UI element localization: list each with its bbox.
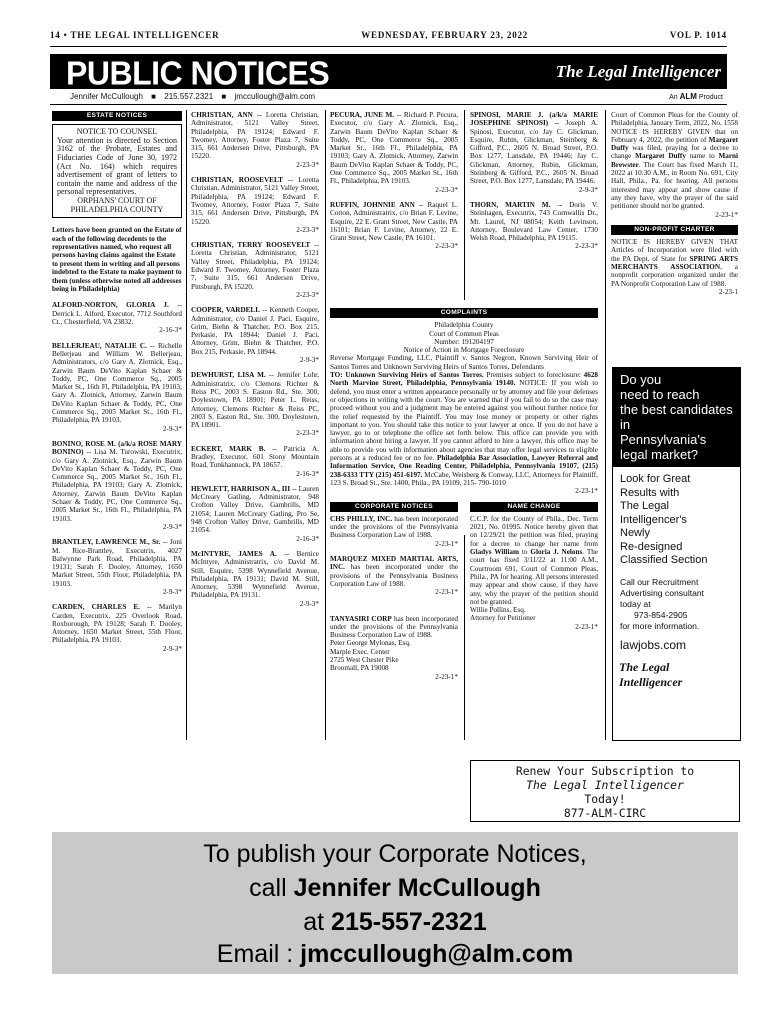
notice-entry [330, 515, 458, 548]
contact-phone: 215.557.2321 [164, 92, 214, 101]
notice-text: -- Jennifer Lohr, Administratrix, c/o Clemons Richter & Reiss PC, 2003 S. Easton Rd., Ste. 300, Doylestown, PA 18901; Peter L. Reiss, Attorney, Clemons Richter & Reiss PC, 2003 S. Easton Rd., Ste. 300, Doylestown, PA 18901. [191, 371, 319, 430]
non-profit-ref: 2-23-1 [718, 287, 738, 296]
decedent-name: McINTYRE, JAMES A. [191, 549, 277, 558]
column-1 [52, 111, 182, 660]
decedent-name: COOPER, VARDELL [191, 306, 261, 315]
decedent-name: RUFFIN, JOHNNIE ANN [330, 200, 415, 209]
notice-entry [52, 603, 182, 653]
notice-ref: 2-23-3* [435, 185, 458, 194]
recruitment-ad[interactable] [612, 367, 741, 741]
ad-headline: Do you need to reach the best candidates in Pennsylvania's legal market? [613, 368, 740, 467]
decedent-name: SPINOSI, MARIE J. (a/k/a MARIE JOSEPHINE SPINOSI) [470, 111, 598, 128]
renew-today: Today! [584, 792, 626, 806]
page-header [50, 30, 727, 44]
notice-entry [52, 538, 182, 596]
publish-notices-banner [52, 832, 738, 974]
notice-ref: 2-9-3* [162, 587, 182, 596]
column-3 [330, 111, 458, 258]
non-profit-charter-header: NON-PROFIT CHARTER [611, 225, 738, 235]
notice-entry [191, 371, 319, 437]
notice-entry [191, 445, 319, 478]
contact-name: Jennifer McCullough [70, 92, 143, 101]
notice-ref: 2-9-3* [578, 185, 598, 194]
notice-entry [191, 111, 319, 169]
column-4 [470, 111, 598, 258]
orphans-court-line: ORPHANS' COURT OF [77, 196, 157, 206]
notice-entry [470, 201, 598, 251]
notice-text: -- Raquel L. Cotton, Administratrix, c/o Brian F. Levine, Esquire, 22 E. Grant Street, New Castle, PA 16101; Brian F. Levine, Attorney, 22 E. Grant Street, New Castle, PA 16101. [330, 200, 458, 243]
legal-intelligencer-ad-logo: The Legal Intelligencer [619, 659, 683, 689]
notice-ref: 2-16-3* [159, 326, 182, 335]
notice-text: -- Doris V. Steinhagen, Executrix, 743 Cornwallis Dr., Mt. Laurel, NJ 08054; Keith Levinson, Attorney, Boulevard Law Center, 1730 Welsh Road, Philadelphia, PA 19115. [470, 200, 598, 243]
corporate-notices [330, 502, 458, 688]
notice-entry [191, 550, 319, 608]
name-change-signature-role: Attorney for Petitioner [470, 614, 536, 623]
notice-ref: 2-23-3* [575, 242, 598, 251]
notice-ref: 2-9-3* [299, 356, 319, 365]
name-change-duffy: Court of Common Pleas for the County of Philadelphia, January Term, 2022, No. 1558 NOTICE IS HEREBY GIVEN that on February 4, 2022, the petition of Margaret Duffy was filed, praying for a decree to change Margaret Duffy name to Marni Brewster. The Court has fixed March 11, 2022 at 10:30 A.M., in Room No. 691, City Hall, Phila., Pa. for hearing. All persons interested may appear and show cause if any they have, why the prayer of the said petitioner should not be granted. [611, 111, 739, 211]
notice-text: -- Richard P. Pecura, Executor, c/o Gary A. Zlotnick, Esq., Zarwin Baum DeVito Kaplan Schaer & Toddy, PC, One Commerce Sq., 2005 Market St., 16th Fl., Philadelphia, PA 19103; Gary A. Zlotnick, Attorney, Zarwin Baum DeVito Kaplan Schaer & Toddy, PC, One Commerce Sq., 2005 Market St., 16th Fl., Philadelphia, PA 19103. [330, 111, 459, 186]
contact-email[interactable]: jmccullough@alm.com [234, 92, 316, 101]
estate-intro: Letters have been granted on the Estate of each of the following decedents to the representatives named, who request all persons having claims against the Estate to present them in writing and all persons indebted to the Estate to make payment to them (unless otherwise noted all addresses being in Philadelphia) [52, 226, 182, 294]
decedent-name: CHRISTIAN, TERRY ROOSEVELT [191, 241, 311, 250]
name-change-body: C.C.P. for the County of Phila., Dec. Term 2021, No. 01995. Notice hereby given that on 12/29/21 the petition was filed, praying for a decree to change her name from Gladys William to Gloria J. Nelons. The court has fixed 3/11/22 at 11:00 A.M., Courtroom 691, Court of Common Pleas, Phila., PA for hearing. All persons interested may appear and show cause, if they have any, why the prayer of the petition should not be granted. [470, 514, 599, 606]
complaint-notice: TO: Unknown Surviving Heirs of Santos Torres. Premises subject to foreclosure: 4628 North Marvine Street, Philadelphia, Pennsylvania 19140. NOTICE: If you wish to defend, you must enter a written appearance personally or by attorney and file your defenses or objections in writing with the court. You are warned that if you fail to do so the case may proceed without you and a judgment may be entered against you without further notice for the relief requested by the Plaintiff. You may lose money or property or other rights important to you. You should take this notice to your lawyer at once. If you do not have a lawyer, go to or telephone the office set forth below. This office can provide you with information about hiring a lawyer. If you cannot afford to hire a lawyer, this office may be able to provide you with information about agencies that may offer legal services to eligible persons at a reduced fee or no fee. Philadelphia Bar Association, Lawyer Referral and Information Service, One Reading Center, Philadelphia, Pennsylvania 19107, (215) 238-6333 TTY (215) 451-6197. McCabe, Weisberg & Conway, LLC, Attorneys for Plaintiff, 123 S. Broad St., Ste. 1400, Phila., PA 19109, 215- 790-1010 [330, 371, 598, 487]
name-change-notices [470, 502, 598, 688]
renew-line: Renew Your Subscription to [515, 764, 695, 778]
renew-subscription-box[interactable] [470, 760, 740, 822]
notice-ref: 2-23-3* [435, 242, 458, 251]
notice-ref: 2-9-3* [162, 644, 182, 653]
publish-line: To publish your Corporate Notices, [203, 840, 587, 868]
decedent-name: CHRISTIAN, ROOSEVELT [191, 176, 283, 185]
notice-entry [52, 440, 182, 531]
decedent-name: CARDEN, CHARLES E. [52, 603, 140, 612]
bullet-icon: ■ [221, 92, 227, 101]
counsel-title: NOTICE TO COUNSEL [76, 127, 158, 137]
corporate-notices-header: CORPORATE NOTICES [330, 502, 458, 512]
notice-entry [191, 306, 319, 364]
notice-entry [330, 111, 458, 194]
page-number-title: 14 • THE LEGAL INTELLIGENCER [50, 30, 220, 40]
decedent-name: BRANTLEY, LAWRENCE M., Sr. [52, 538, 161, 547]
renew-publication: The Legal Intelligencer [526, 778, 684, 792]
call-line: call Jennifer McCullough [249, 874, 541, 902]
notice-entry [191, 241, 319, 299]
section-title: PUBLIC NOTICES [66, 54, 330, 92]
complaints-header: COMPLAINTS [330, 308, 598, 318]
notice-ref: 2-23-3* [296, 225, 319, 234]
bullet-icon: ■ [151, 92, 157, 101]
county-line: PHILADELPHIA COUNTY [70, 204, 164, 214]
notice-entry [330, 555, 458, 596]
notice-entry [470, 111, 598, 194]
notice-text: -- Marilyn Carden, Executrix, 225 Overlook Road, Roxborough, PA 19128; Sarah F. Dooley, Attorney, 1650 Market Street, 55th Floor, Philadelphia, PA 19103. [52, 603, 182, 645]
name-change-ref: 2-23-1* [575, 622, 598, 631]
decedent-name: ALFORD-NORTON, GLORIA J. [52, 301, 169, 310]
notice-ref: 2-23-3* [296, 429, 319, 438]
decedent-name: CHRISTIAN, ANN [191, 111, 253, 119]
phone-line: at 215-557-2321 [303, 908, 487, 936]
notice-ref: 2-9-3* [162, 522, 182, 531]
notice-text: -- Patricia A. Bradley, Executor, 601 Stony Mountain Road, Tunkhannock, PA 18657. [191, 444, 319, 470]
notice-ref: 2-16-3* [296, 469, 319, 478]
counsel-body: Your attention is directed to Section 3162 of the Probate, Estates and Fiduciaries Code of June 30, 1972 (Act No. 164) which requires advertisement of grant of letters to contain the name and address of the personal representatives. [57, 135, 177, 197]
renew-phone: 877-ALM-CIRC [563, 806, 647, 820]
decedent-name: MARQUEZ MIXED MARTIAL ARTS, INC. [330, 555, 458, 572]
notice-ref: 2-9-3* [299, 599, 319, 608]
notice-ref: 2-23-1* [435, 539, 458, 548]
notice-ref: 2-23-3* [296, 290, 319, 299]
notice-ref: 2-23-1* [435, 588, 458, 597]
notice-text: -- Joni M. Rice-Brantley, Executrix, 4027 Balwynne Park Road, Philadelphia, PA 19131; Sarah F. Dooley, Attorney, 1650 Market Street, 55th Floor, Philadelphia, PA 19103. [52, 538, 182, 588]
notice-text: -- Loretta Christian, Administrator, 5121 Valley Street, Philadelphia, PA 19124; Edward F. Twomey, Attorney, Foster Plaza 7, Suite 315, 661 Andersen Drive, Pittsburgh, PA 15220. [191, 176, 319, 226]
complaint-action: Notice of Action in Mortgage Foreclosure [403, 346, 525, 355]
notice-text: -- Lauren McCreary Gatling, Administrator, 948 Crofton Valley Drive, Gambrills, MD 21054; Lauren McCreary Gatling, Pro Se, 948 Crofton Valley Drive, Gambrills, MD 21054. [191, 484, 319, 535]
issue-date: WEDNESDAY, FEBRUARY 23, 2022 [361, 30, 529, 40]
contact-bar [50, 90, 727, 105]
lawjobs-logo[interactable]: lawjobs.com [620, 637, 687, 652]
column-divider [325, 110, 326, 740]
column-divider [605, 110, 606, 740]
column-2 [191, 111, 319, 615]
column-divider [464, 110, 465, 300]
notice-entry [330, 201, 458, 251]
complaint-parties: Reverse Mortgage Funding, LLC, Plaintiff v. Santos Negron, Known Surviving Heir of Santos Torres and Unknown Surviving Heirs of Santos Torres, Defendants [330, 354, 598, 371]
decedent-name: ECKERT, MARK B. [191, 444, 266, 453]
notice-ref: 2-9-3* [162, 424, 182, 433]
decedent-name: PECURA, JUNE M. [330, 111, 395, 119]
notice-ref: 2-16-3* [296, 534, 319, 543]
column-5 [611, 111, 738, 296]
notice-text: -- Derrick L. Alford, Executor, 7712 Southford Ct., Chesterfield, VA 23832. [52, 301, 182, 327]
notice-entry [52, 342, 182, 433]
legal-intelligencer-logo: The Legal Intelligencer [555, 62, 721, 81]
notice-text: -- Richelle Bellerjeau and William W. Bellerjeau, Administrators, c/o Gary A. Zlotnick, Esq., Zarwin Baum DeVito Kaplan Schaer & Toddy, PC, One Commerce Sq., 2005 Market St., 16th Fl, Philadelphia, PA 19103; Gary A. Zlotnick, Attorney, Zarwin Baum DeVito Kaplan Schaer & Toddy, PC, One Commerce Sq., 2005 Market St., 16th Fl., Philadelphia, PA 19103. [52, 341, 182, 425]
notice-text: -- Joseph A. Spinosi, Executor, c/o Jay C. Glickman, Esquire, Rubin, Glickman, Steinberg & Gifford, P.C., 2605 N. Broad Street, P.O. Box 1277, Lansdale, PA 19446; Jay C. Glickman, Attorney, Rubin, Glickman, Steinberg & Gifford, P.C., 2605 N. Broad Street, P.O. Box 1277, Lansdale, PA 19446. [470, 119, 598, 186]
notice-text: -- Loretta Christian, Administrator, 5121 Valley Street, Philadelphia, PA 19124; Edward F. Twomey, Attorney, Foster Plaza 7, Suite 315, 661 Andersen Drive, Pittsburgh, PA 15220. [191, 241, 319, 291]
decedent-name: THORN, MARTIN M. [470, 200, 551, 209]
volume-number: VOL P. 1014 [669, 30, 727, 40]
name-change-signature: Willie Pollins, Esq. [470, 606, 526, 615]
complaint-ref: 2-23-1* [575, 487, 598, 496]
notice-text: -- Lisa M. Turowski, Executrix, c/o Gary A. Zlotnick, Esq., Zarwin Baum DeVito Kaplan Schaer & Toddy, PC, One Commerce Sq., 2005 Market St., 16th Fl., Philadelphia, PA 19103; Gary A. Zlotnick, Attorney, Zarwin Baum DeVito Kaplan Schaer & Toddy, PC, One Commerce Sq., 2005 Market St., 16th Fl., Philadelphia, PA 19103. [52, 448, 182, 523]
complaints-section [330, 308, 598, 688]
decedent-name: HEWLETT, HARRISON A., III [191, 484, 291, 493]
notice-text: -- Kenneth Cooper, Administrator, c/o Daniel J. Paci, Esquire, Grim, Biehn & Thatcher, P.O. Box 215, Perkasie, PA 18944; Daniel J. Paci, Attorney, Grim, Biehn & Thatcher, P.O. Box 215, Perkasie, PA 18944. [191, 306, 319, 356]
non-profit-body: NOTICE IS HEREBY GIVEN THAT Articles of Incorporation were filed with the PA Dept. of State for SPRING ARTS MERCHANTS ASSOCIATION, a nonprofit corporation organized under the PA Nonprofit Corporation Law of 1988. [611, 238, 738, 288]
decedent-name: BONINO, ROSE M. (a/k/a ROSE MARY BONINO) [52, 439, 182, 457]
ad-body: Look for Great Results with The Legal Intelligencer's Newly Re-designed Classified Section Call our Recruitment Advertising consultant today at 973-854-2905 for more information. [620, 473, 708, 631]
notice-to-counsel-box [52, 124, 182, 218]
email-line[interactable]: Email : jmccullough@alm.com [216, 940, 574, 968]
notice-entry [52, 301, 182, 334]
estate-notices-header: ESTATE NOTICES [52, 111, 182, 121]
alm-product-tag: An ALM Product [669, 92, 723, 101]
notice-text: -- Loretta Christian, Administrator, 5121 Valley Street, Philadelphia, PA 19124; Edward F. Twomey, Attorney, Foster Plaza 7, Suite 315, 661 Andersen Drive, Pittsburgh, PA 15220. [191, 111, 319, 161]
name-change-header: NAME CHANGE [470, 502, 598, 512]
complaint-county: Philadelphia County [434, 321, 494, 330]
notice-entry [191, 485, 319, 543]
notice-text: has been incorporated under the provisions of the Pennsylvania Business Corporation Law of 1988. [330, 514, 458, 540]
complaint-court: Court of Common Pleas [429, 329, 499, 338]
public-notices-banner [50, 54, 727, 92]
decedent-name: BELLERJEAU, NATALIE C. [52, 341, 147, 350]
duffy-ref: 2-23-1* [715, 210, 738, 219]
complaint-number: Number: 191204197 [434, 337, 494, 346]
notice-entry: TANYASIRI CORP has been incorporated under the provisions of the Pennsylvania Business Corporation Law of 1988. Peter George Mylonas, Esq. Marple Exec. Center 2725 West Chester Pike Broomall, PA 19008 2-23-1* [330, 614, 458, 681]
decedent-name: DEWHURST, LISA M. [191, 371, 266, 380]
notice-entry [191, 176, 319, 234]
notice-ref: 2-23-3* [296, 160, 319, 169]
notice-text: has been incorporated under the provisions of the Pennsylvania Business Corporation Law of 1988. [330, 563, 458, 588]
column-divider [186, 110, 187, 740]
header-rule [50, 46, 727, 47]
decedent-name: CHS PHILLY, INC. [330, 514, 393, 523]
notice-text: -- Bernice McIntyre, Administratrix, c/o David M. Still, Esquire, 5398 Wynnefield Avenue, Philadelphia, PA 19131; David M. Still, Attorney, 5398 Wynnefield Avenue, Philadelphia, PA 19131. [191, 549, 319, 600]
